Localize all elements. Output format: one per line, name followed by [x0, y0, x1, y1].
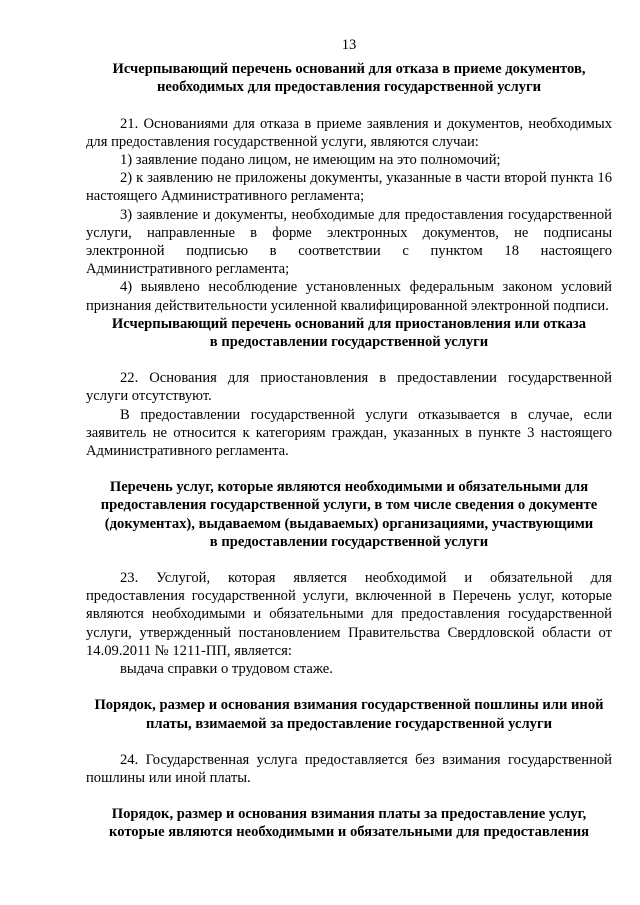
section-heading-suspension-refusal: [86, 315, 612, 351]
heading-line: необходимых для предоставления государственной услуги: [156, 79, 542, 96]
heading-line: в предоставлении государственной услуги: [209, 334, 489, 351]
paragraph-24: 24. Государственная услуга предоставляется без взимания государственной пошлины или иной платы.: [86, 751, 612, 786]
heading-line: Порядок, размер и основания взимания платы за предоставление услуг,: [111, 806, 587, 823]
list-item-2: 2) к заявлению не приложены документы, указанные в части второй пункта 16 настоящего Административного регламента;: [86, 170, 612, 205]
page-number: 13: [341, 37, 357, 53]
section-heading-refusal-documents: [86, 60, 612, 96]
section-heading-required-services: [86, 478, 612, 551]
list-item-1: 1) заявление подано лицом, не имеющим на это полномочий;: [120, 152, 501, 169]
heading-line: предоставления государственной услуги, в том числе сведения о документе: [100, 497, 598, 514]
heading-line: в предоставлении государственной услуги: [209, 533, 489, 550]
section-heading-state-duty: [86, 696, 612, 732]
heading-line: Исчерпывающий перечень оснований для отказа в приеме документов,: [112, 61, 586, 78]
paragraph-23: 23. Услугой, которая является необходимой и обязательной для предоставления государственной услуги, включенной в Перечень услуг, которые являются необходимыми и обязательными для предоставления государственной услуги, утвержденный постановлением Правительства Свердловской области от 14.09.2011 № 1211-ПП, является:: [86, 570, 612, 659]
paragraph-refusal: В предоставлении государственной услуги отказывается в случае, если заявитель не относится к категориям граждан, указанных в пункте 3 настоящего Административного регламента.: [86, 406, 612, 460]
heading-line: Исчерпывающий перечень оснований для приостановления или отказа: [111, 315, 587, 332]
list-item-3: 3) заявление и документы, необходимые для предоставления государственной услуги, направленные в форме электронных документов, не подписаны электронной подписью в соответствии с пунктом 18 настоящего Административного регламента;: [86, 206, 612, 278]
heading-line: Перечень услуг, которые являются необходимыми и обязательными для: [109, 479, 589, 496]
list-item-4: 4) выявлено несоблюдение установленных федеральным законом условий признания действительности усиленной квалифицированной электронной подписи.: [86, 279, 612, 314]
heading-line: которые являются необходимыми и обязательными для предоставления: [109, 824, 589, 841]
paragraph-21: 21. Основаниями для отказа в приеме заявления и документов, необходимых для предоставления государственной услуги, являются случаи:: [86, 115, 612, 150]
heading-line: Порядок, размер и основания взимания государственной пошлины или иной: [94, 697, 604, 714]
paragraph-certificate: выдача справки о трудовом стаже.: [120, 661, 333, 678]
paragraph-22: 22. Основания для приостановления в предоставлении государственной услуги отсутствуют.: [86, 370, 612, 405]
section-heading-fees-services: [86, 805, 612, 841]
heading-line: платы, взимаемой за предоставление государственной услуги: [145, 715, 552, 732]
heading-line: (документах), выдаваемом (выдаваемых) организациями, участвующими: [104, 515, 594, 532]
